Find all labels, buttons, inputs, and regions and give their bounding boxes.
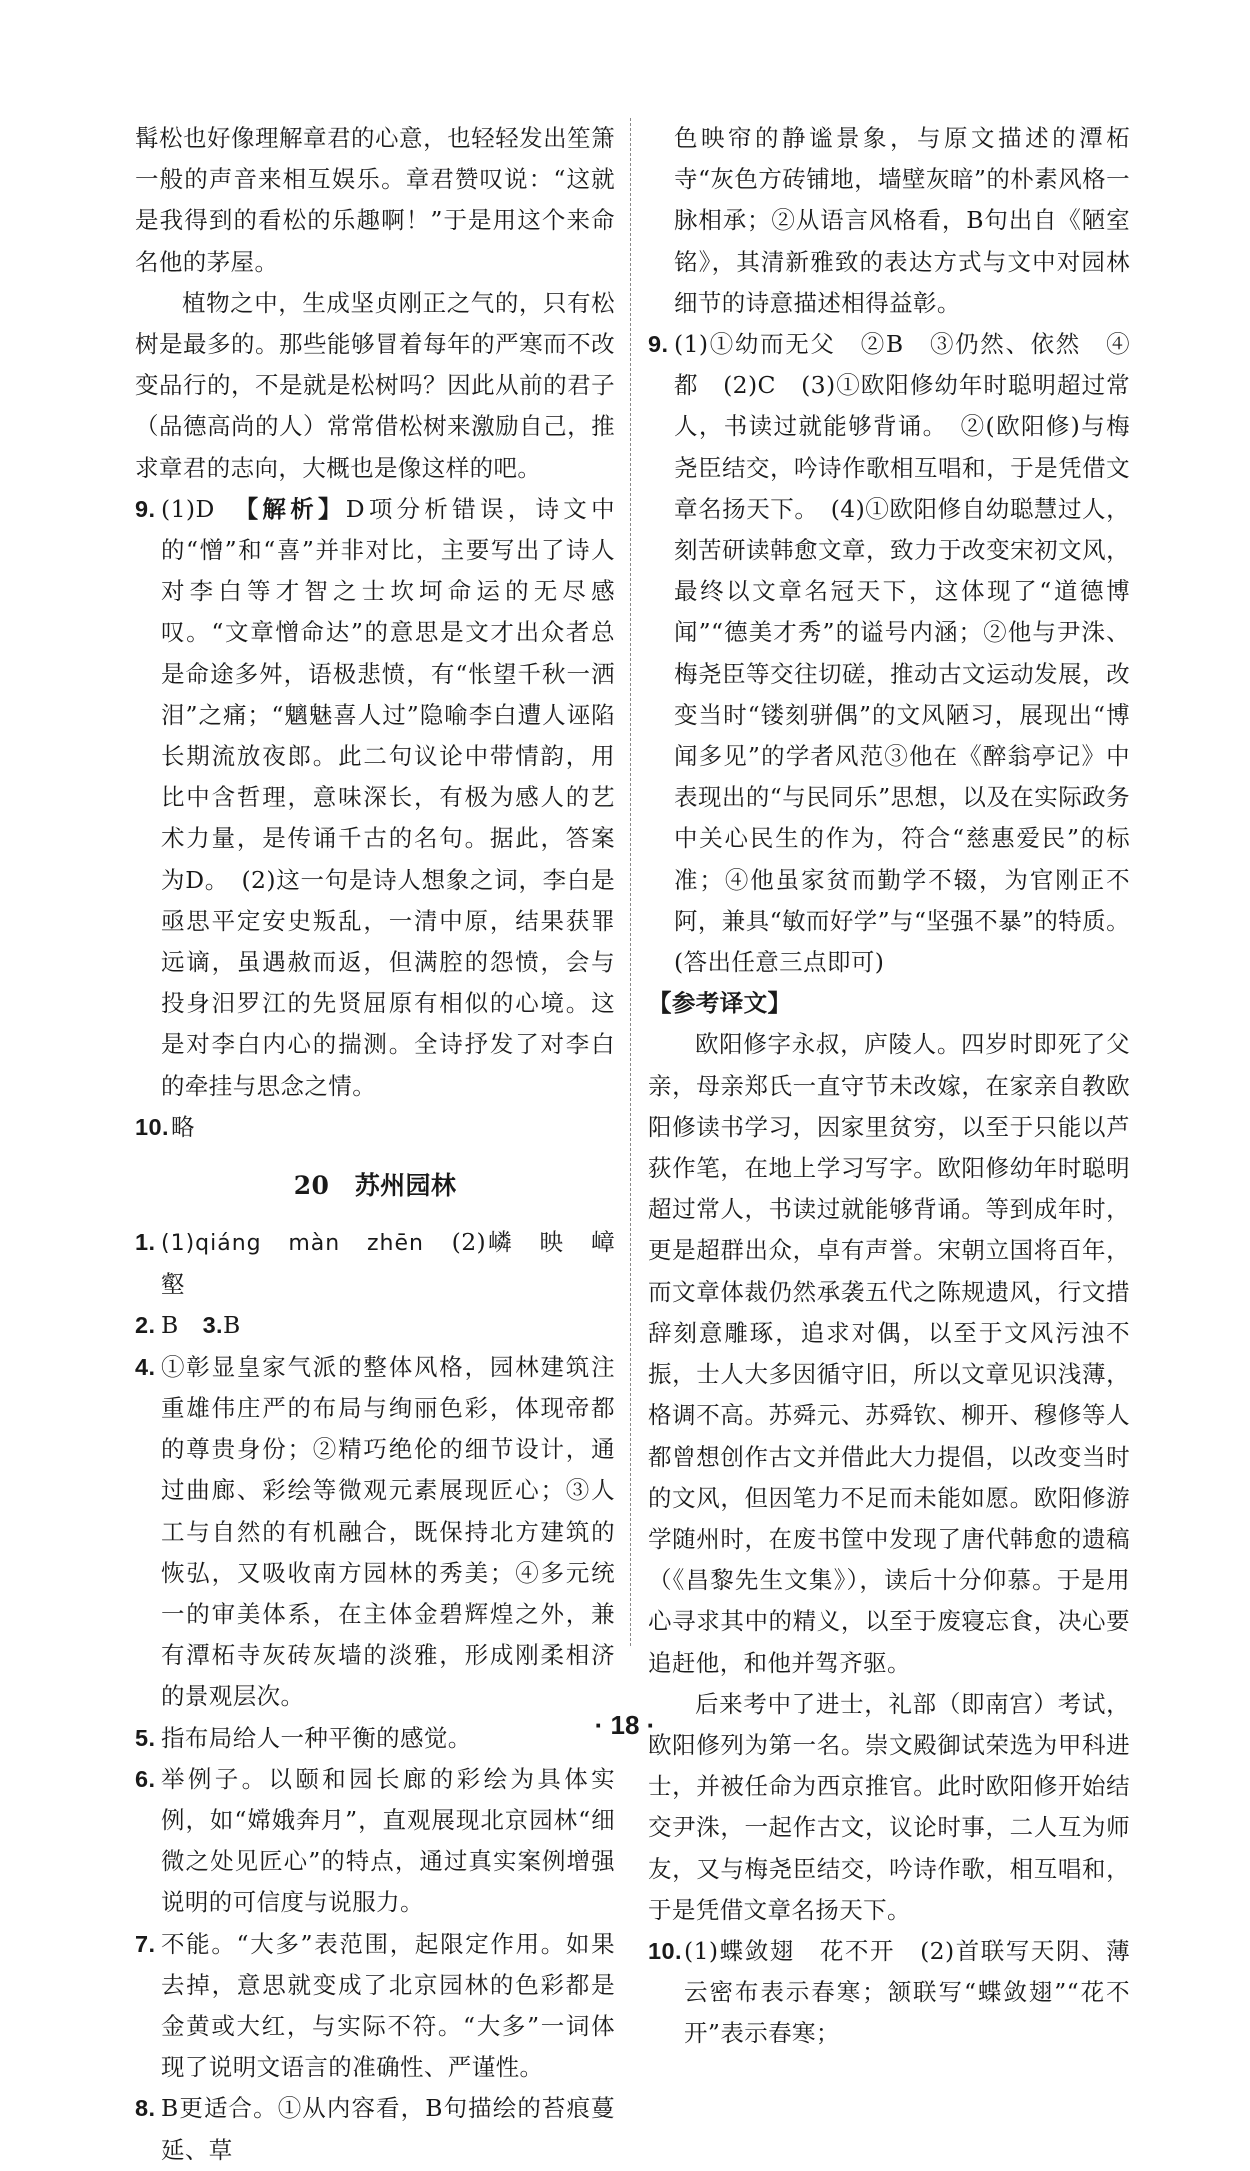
reference-translation-title: 【参考译文】 xyxy=(648,989,792,1018)
answer-8 xyxy=(135,2088,615,2170)
answer-10-right xyxy=(648,1931,1130,2055)
answer-number: 4. xyxy=(135,1353,156,1380)
answer-number: 2. xyxy=(135,1312,156,1339)
translation-paragraph: 植物之中，生成坚贞刚正之气的，只有松树是最多的。那些能够冒着每年的严寒而不改变品行的，不是就是松树吗？因此从前的君子（品德高尚的人）常常借松树来激励自己，推求章君的志向，大概也是像这样的吧。 xyxy=(135,288,615,482)
section-name: 苏州园林 xyxy=(354,1171,457,1201)
translation-paragraph: 后来考中了进士，礼部（即南宫）考试，欧阳修列为第一名。崇文殿御试荣选为甲科进士，并被任命为西京推官。此时欧阳修开始结交尹洙，一起作古文，议论时事，二人互为师友，又与梅尧臣结交，吟诗作歌，相互唱和，于是凭借文章名扬天下。 xyxy=(648,1689,1130,1924)
answer-number: 1. xyxy=(135,1229,156,1256)
answer-8-continued: 色映帘的静谧景象，与原文描述的潭柘寺“灰色方砖铺地，墙壁灰暗”的朴素风格一脉相承；②从语言风格看，B句出自《陋室铭》，其清新雅致的表达方式与文中对园林细节的诗意描述相得益彰。 xyxy=(674,124,1130,317)
answer-text: (1)蝶敛翅 花不开 (2)首联写天阴、薄云密布表示春寒；颔联写“蝶敛翅”“花不开”表示春寒； xyxy=(684,1936,1130,2048)
pinyin-answer: (1)qiáng màn zhēn xyxy=(161,1231,424,1257)
answer-text: 举例子。以颐和园长廊的彩绘为具体实例，如“嫦娥奔月”，直观展现北京园林“细微之处见匠心”的特点，通过真实案例增强说明的可信度与说服力。 xyxy=(161,1764,615,1917)
answer-text: 指布局给人一种平衡的感觉。 xyxy=(161,1723,472,1752)
answer-4 xyxy=(135,1347,615,1718)
answer-number: 9. xyxy=(135,495,156,522)
answer-part: (1)D xyxy=(161,494,215,523)
answer-1 xyxy=(135,1222,639,1305)
translation-paragraph: 欧阳修字永叔，庐陵人。四岁时即死了父亲，母亲郑氏一直守节未改嫁，在家亲自教欧阳修读书学习，因家里贫穷，以至于只能以芦荻作笔，在地上学习写字。欧阳修幼年时聪明超过常人，书读过就能够背诵。等到成年时，更是超群出众，卓有声誉。宋朝立国将百年，而文章体裁仍然承袭五代之陈规遗风，行文措辞刻意雕琢，追求对偶，以至于文风污浊不振，士人大多因循守旧，所以文章见识浅薄，格调不高。苏舜元、苏舜钦、柳开、穆修等人都曾想创作古文并借此大力提倡，以改变当时的文风，但因笔力不足而未能如愿。欧阳修游学随州时，在废书筐中发现了唐代韩愈的遗稿（《昌黎先生文集》），读后十分仰慕。于是用心寻求其中的精义，以至于废寝忘食，决心要追赶他，和他并驾齐驱。 xyxy=(648,1030,1130,1677)
answer-text: B xyxy=(161,1311,179,1340)
answer-text: 不能。“大多”表范围，起限定作用。如果去掉，意思就变成了北京园林的色彩都是金黄或大红，与实际不符。“大多”一词体现了说明文语言的准确性、严谨性。 xyxy=(161,1929,615,2082)
column-divider xyxy=(630,118,631,1646)
analysis-text: D项分析错误，诗文中的“憎”和“喜”并非对比，主要写出了诗人对李白等才智之士坎坷命运的无尽感叹。“文章憎命达”的意思是文才出众者总是命途多舛，语极悲愤，有“怅望千秋一洒泪”之痛；“魑魅喜人过”隐喻李白遭人诬陷长期流放夜郎。此二句议论中带情韵，用比中含哲理，意味深长，有极为感人的艺术力量，是传诵千古的名句。据此，答案为D。 xyxy=(161,494,615,894)
right-column xyxy=(648,118,1130,2055)
answer-10 xyxy=(135,1107,615,1148)
answer-text: 略 xyxy=(171,1112,195,1141)
answer-9-right xyxy=(648,324,1130,983)
answer-number: 6. xyxy=(135,1765,156,1792)
character-answer: (2)嶙 映 嶂 壑 xyxy=(161,1228,639,1299)
answer-9 xyxy=(135,489,615,1107)
answer-text: B xyxy=(222,1311,241,1340)
translation-paragraph: 髯松也好像理解章君的心意，也轻轻发出笙箫一般的声音来相互娱乐。章君赞叹说：“这就是我得到的看松的乐趣啊！”于是用这个来命名他的茅屋。 xyxy=(135,124,615,276)
answer-part: (2)这一句是诗人想象之词，李白是亟思平定安史叛乱，一清中原，结果获罪远谪，虽遇赦而返，但满腔的怨愤，会与投身汨罗江的先贤屈原有相似的心境。这是对李白内心的揣测。全诗抒发了对李白的牵挂与思念之情。 xyxy=(161,865,615,1100)
answer-number: 7. xyxy=(135,1930,156,1957)
analysis-label: 【解析】 xyxy=(246,494,346,523)
answer-7 xyxy=(135,1924,615,2089)
answer-number: 3. xyxy=(202,1312,223,1339)
answer-2-3 xyxy=(135,1305,615,1346)
section-title xyxy=(135,1164,615,1208)
section-number: 20 xyxy=(293,1171,330,1201)
answer-number: 8. xyxy=(135,2095,156,2122)
page-number: · 18 · xyxy=(594,1710,656,1740)
answer-number: 5. xyxy=(135,1724,156,1751)
answer-6 xyxy=(135,1759,615,1924)
answer-text: ①彰显皇家气派的整体风格，园林建筑注重雄伟庄严的布局与绚丽色彩，体现帝都的尊贵身份；②精巧绝伦的细节设计，通过曲廊、彩绘等微观元素展现匠心；③人工与自然的有机融合，既保持北方建筑的恢弘，又吸收南方园林的秀美；④多元统一的审美体系，在主体金碧辉煌之外，兼有潭柘寺灰砖灰墙的淡雅，形成刚柔相济的景观层次。 xyxy=(161,1352,615,1711)
answer-text: (1)①幼而无父 ②B ③仍然、依然 ④都 (2)C (3)①欧阳修幼年时聪明超过常人，书读过就能够背诵。 ②(欧阳修)与梅尧臣结交，吟诗作歌相互唱和，于是凭借文章名扬天下。 (4)①欧阳修自幼聪慧过人，刻苦研读韩愈文章，致力于改变宋初文风，最终以文章名冠天下，这体现了“道德博闻”“德美才秀”的谥号内涵；②他与尹洙、梅尧臣等交往切磋，推动古文运动发展，改变当时“镂刻骈偶”的文风陋习，展现出“博闻多见”的学者风范③他在《醉翁亭记》中表现出的“与民同乐”思想，以及在实际政务中关心民生的作为，符合“慈惠爱民”的标准；④他虽家贫而勤学不辍，为官刚正不阿，兼具“敏而好学”与“坚强不暴”的特质。(答出任意三点即可) xyxy=(674,330,1130,977)
answer-number: 10. xyxy=(135,1113,169,1140)
answer-number: 10. xyxy=(648,1937,682,1964)
answer-number: 9. xyxy=(648,331,669,358)
answer-text: B更适合。①从内容看，B句描绘的苔痕蔓延、草 xyxy=(161,2094,615,2164)
